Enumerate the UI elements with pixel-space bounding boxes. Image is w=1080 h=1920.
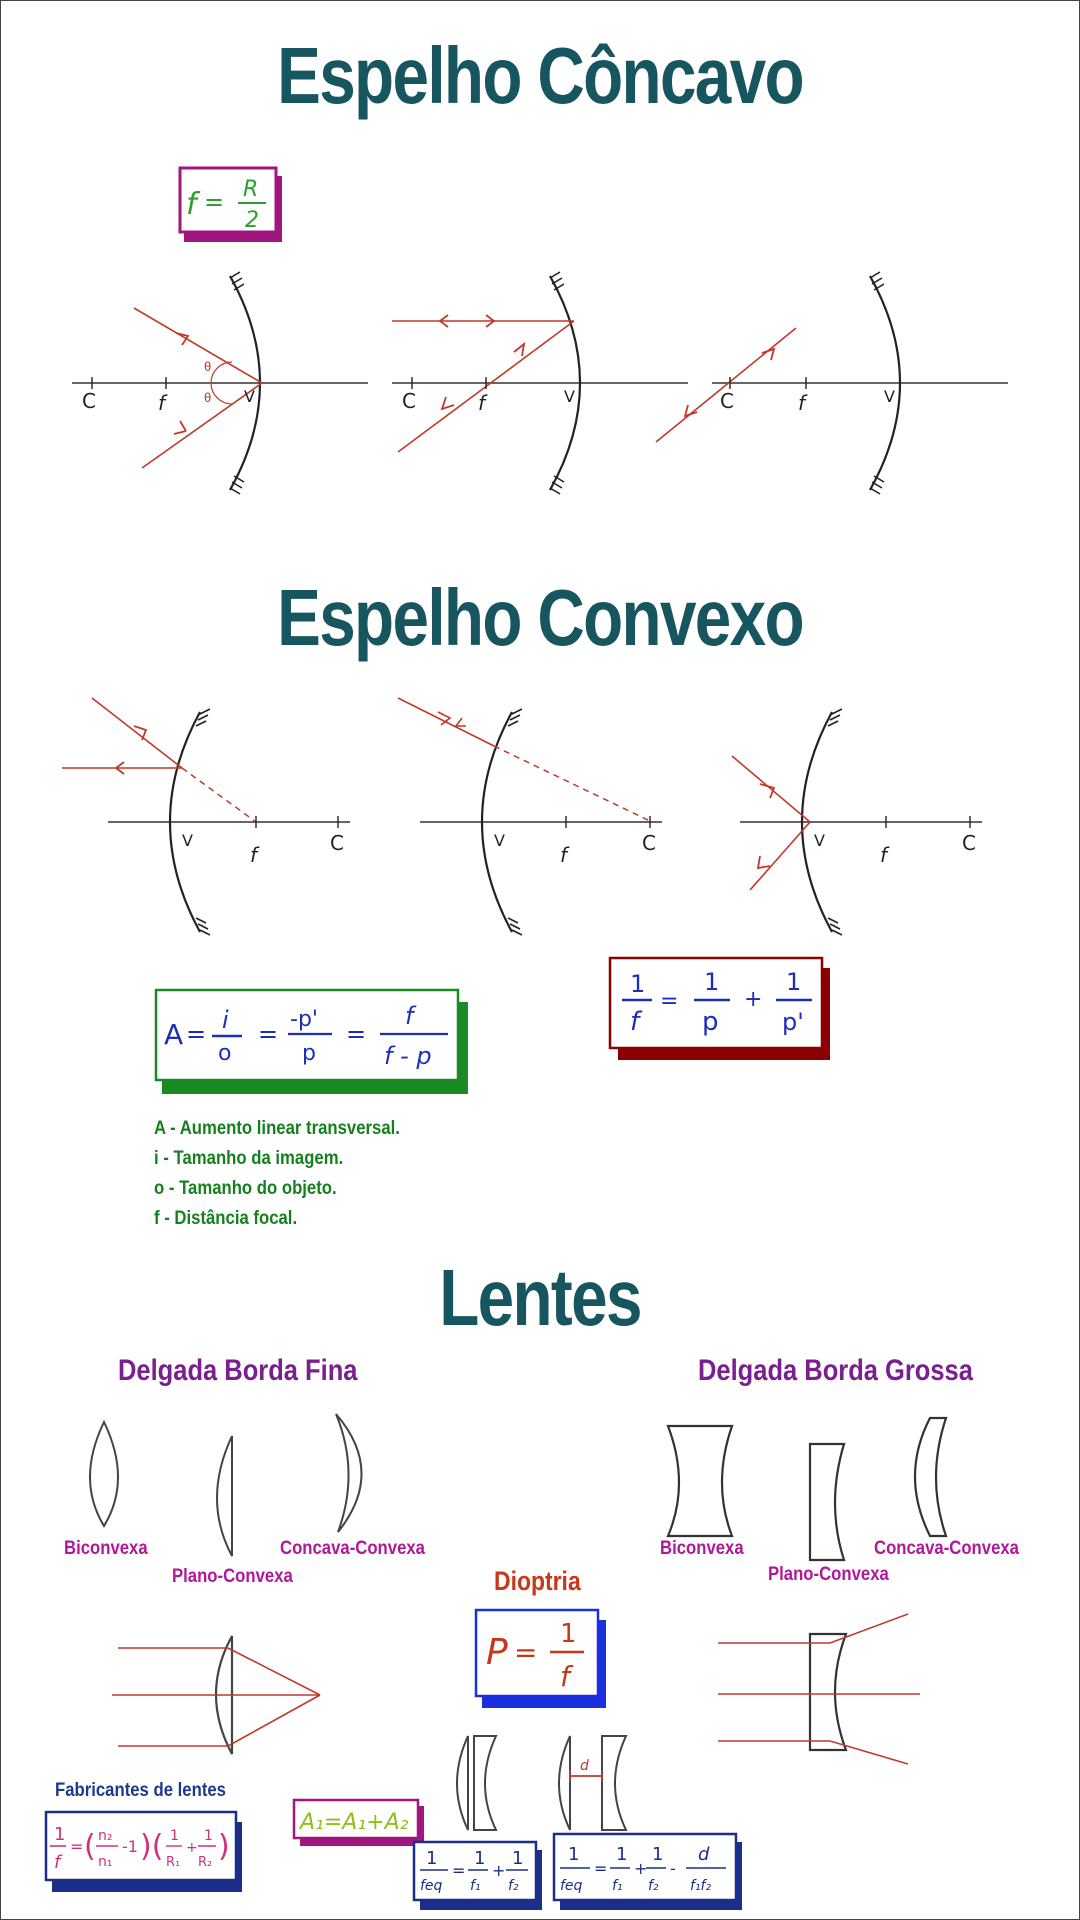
- lensmaker-formula-box: [46, 1812, 242, 1892]
- svg-text:V: V: [564, 387, 575, 406]
- svg-text:p: p: [302, 1041, 316, 1066]
- svg-text:f: f: [186, 187, 197, 222]
- svg-text:1: 1: [426, 1848, 438, 1869]
- svg-text:C: C: [402, 389, 416, 413]
- svg-text:C: C: [330, 831, 344, 855]
- svg-text:1: 1: [204, 1828, 213, 1844]
- svg-text:f: f: [158, 391, 166, 415]
- svg-text:V: V: [244, 387, 255, 406]
- subtitle-thin-edge: Delgada Borda Fina: [118, 1354, 358, 1387]
- svg-text:+: +: [634, 1859, 648, 1878]
- svg-text:f: f: [880, 843, 888, 867]
- svg-text:R: R: [243, 177, 259, 202]
- svg-text:V: V: [814, 831, 825, 850]
- lens-plano-concave-thick: [810, 1444, 844, 1560]
- lens-concave-convex-thin: [336, 1414, 362, 1532]
- convex-diagram-1: [62, 698, 350, 935]
- lens-biconcave-thick: [668, 1426, 732, 1536]
- convex-diagram-3: [732, 709, 982, 935]
- dioptria-label: Dioptria: [494, 1566, 581, 1596]
- svg-text:R₁: R₁: [166, 1855, 181, 1870]
- svg-text:C: C: [82, 389, 96, 413]
- svg-text:P: P: [486, 1632, 508, 1673]
- svg-text:2: 2: [245, 208, 259, 233]
- svg-text:=: =: [346, 1020, 367, 1048]
- svg-text:+: +: [492, 1861, 506, 1880]
- svg-text:1: 1: [568, 1844, 580, 1865]
- svg-text:)(: )(: [140, 1829, 164, 1864]
- svg-text:θ: θ: [204, 359, 212, 374]
- svg-text:-: -: [670, 1859, 676, 1878]
- title-convex-mirror: Espelho Convexo: [277, 573, 803, 662]
- svg-text:C: C: [642, 831, 656, 855]
- svg-text:feq: feq: [420, 1878, 443, 1894]
- svg-text:C: C: [962, 831, 976, 855]
- svg-text:1: 1: [170, 1828, 179, 1844]
- lens-biconvex-thin: [90, 1422, 118, 1526]
- svg-text:A: A: [164, 1018, 184, 1051]
- svg-text:V: V: [182, 831, 193, 850]
- svg-text:f₁: f₁: [470, 1878, 481, 1894]
- svg-text:o: o: [218, 1041, 232, 1066]
- svg-text:f: f: [54, 1852, 61, 1873]
- subtitle-thick-edge: Delgada Borda Grossa: [698, 1354, 973, 1387]
- label-concave-convex-thick: Concava-Convexa: [874, 1538, 1019, 1559]
- svg-text:+: +: [744, 987, 763, 1012]
- svg-text:p: p: [702, 1007, 719, 1037]
- svg-text:1: 1: [652, 1844, 664, 1865]
- svg-text:n₂: n₂: [98, 1828, 113, 1844]
- lens-pair-1: [457, 1736, 496, 1830]
- label-plano-convex-thick: Plano-Convexa: [768, 1564, 889, 1585]
- title-lenses: Lentes: [439, 1253, 641, 1342]
- svg-text:feq: feq: [560, 1878, 583, 1894]
- legend-item: f - Distância focal.: [154, 1208, 298, 1229]
- legend-item: A - Aumento linear transversal.: [154, 1118, 400, 1139]
- svg-text:d: d: [580, 1758, 589, 1774]
- svg-text:f: f: [250, 843, 258, 867]
- svg-text:1: 1: [474, 1848, 486, 1869]
- lens-plano-convex-thin: [217, 1436, 232, 1556]
- svg-text:f₂: f₂: [648, 1878, 659, 1894]
- gauss-formula-box: [610, 958, 830, 1060]
- association-formula-2: [554, 1834, 742, 1910]
- svg-text:1: 1: [54, 1824, 66, 1845]
- svg-text:=: =: [594, 1859, 608, 1878]
- svg-text:1: 1: [616, 1844, 628, 1865]
- concave-diagram-3: [656, 272, 1008, 494]
- svg-text:p': p': [782, 1008, 804, 1036]
- concave-diagram-1: [72, 272, 368, 494]
- association-formula-1: [414, 1842, 542, 1910]
- svg-text:-p': -p': [290, 1007, 318, 1032]
- title-concave-mirror: Espelho Côncavo: [277, 31, 803, 120]
- concave-diagram-2: [392, 272, 688, 494]
- focal-formula-box: [180, 168, 282, 242]
- svg-text:-1: -1: [122, 1837, 138, 1856]
- svg-text:θ: θ: [204, 390, 212, 405]
- lens-pair-2: [559, 1736, 626, 1830]
- svg-text:f₁f₂: f₁f₂: [690, 1878, 712, 1894]
- svg-text:(: (: [84, 1829, 96, 1864]
- diverging-lens-diagram: [718, 1614, 920, 1764]
- svg-text:f: f: [560, 1660, 570, 1693]
- svg-text:=: =: [452, 1861, 466, 1880]
- svg-text:1: 1: [786, 968, 802, 996]
- svg-text:A₁=A₁+A₂: A₁=A₁+A₂: [300, 1810, 409, 1835]
- svg-text:+: +: [186, 1840, 198, 1856]
- svg-text:f: f: [478, 391, 486, 415]
- svg-text:=: =: [514, 1636, 538, 1669]
- svg-text:=: =: [186, 1020, 207, 1048]
- manufacturers-label: Fabricantes de lentes: [55, 1780, 226, 1801]
- legend-item: o - Tamanho do objeto.: [154, 1178, 337, 1199]
- dioptria-formula-box: [476, 1610, 606, 1708]
- svg-text:1: 1: [630, 970, 646, 998]
- svg-text:=: =: [70, 1837, 84, 1856]
- svg-text:n₁: n₁: [98, 1854, 113, 1870]
- svg-text:1: 1: [560, 1619, 577, 1649]
- label-biconvex-thick: Biconvexa: [660, 1538, 744, 1559]
- svg-text:=: =: [258, 1020, 279, 1048]
- svg-text:=: =: [660, 989, 679, 1014]
- svg-text:f: f: [560, 843, 568, 867]
- convex-diagram-2: [398, 698, 662, 935]
- svg-text:C: C: [720, 389, 734, 413]
- svg-text:1: 1: [704, 968, 720, 996]
- svg-text:d: d: [698, 1844, 710, 1865]
- svg-text:f - p: f - p: [384, 1042, 432, 1070]
- svg-text:f: f: [798, 391, 806, 415]
- label-biconvex-thin: Biconvexa: [64, 1538, 148, 1559]
- svg-text:f: f: [630, 1007, 640, 1037]
- label-concave-convex-thin: Concava-Convexa: [280, 1538, 425, 1559]
- svg-text:V: V: [884, 387, 895, 406]
- formula-legend: [154, 1114, 400, 1234]
- magnification-formula-box: [156, 990, 468, 1094]
- area-formula-box: [294, 1800, 424, 1846]
- svg-text:V: V: [494, 831, 505, 850]
- lens-concave-convex-thick: [915, 1418, 946, 1536]
- svg-text:f₂: f₂: [508, 1878, 519, 1894]
- svg-text:i: i: [222, 1006, 229, 1034]
- svg-text:R₂: R₂: [198, 1855, 213, 1870]
- svg-text:f₁: f₁: [612, 1878, 623, 1894]
- svg-text:): ): [218, 1829, 230, 1864]
- svg-text:1: 1: [512, 1848, 524, 1869]
- svg-text:f: f: [405, 1002, 414, 1030]
- legend-item: i - Tamanho da imagem.: [154, 1148, 344, 1169]
- converging-lens-diagram: [112, 1636, 320, 1754]
- svg-text:=: =: [204, 188, 225, 216]
- label-plano-convex-thin: Plano-Convexa: [172, 1566, 293, 1587]
